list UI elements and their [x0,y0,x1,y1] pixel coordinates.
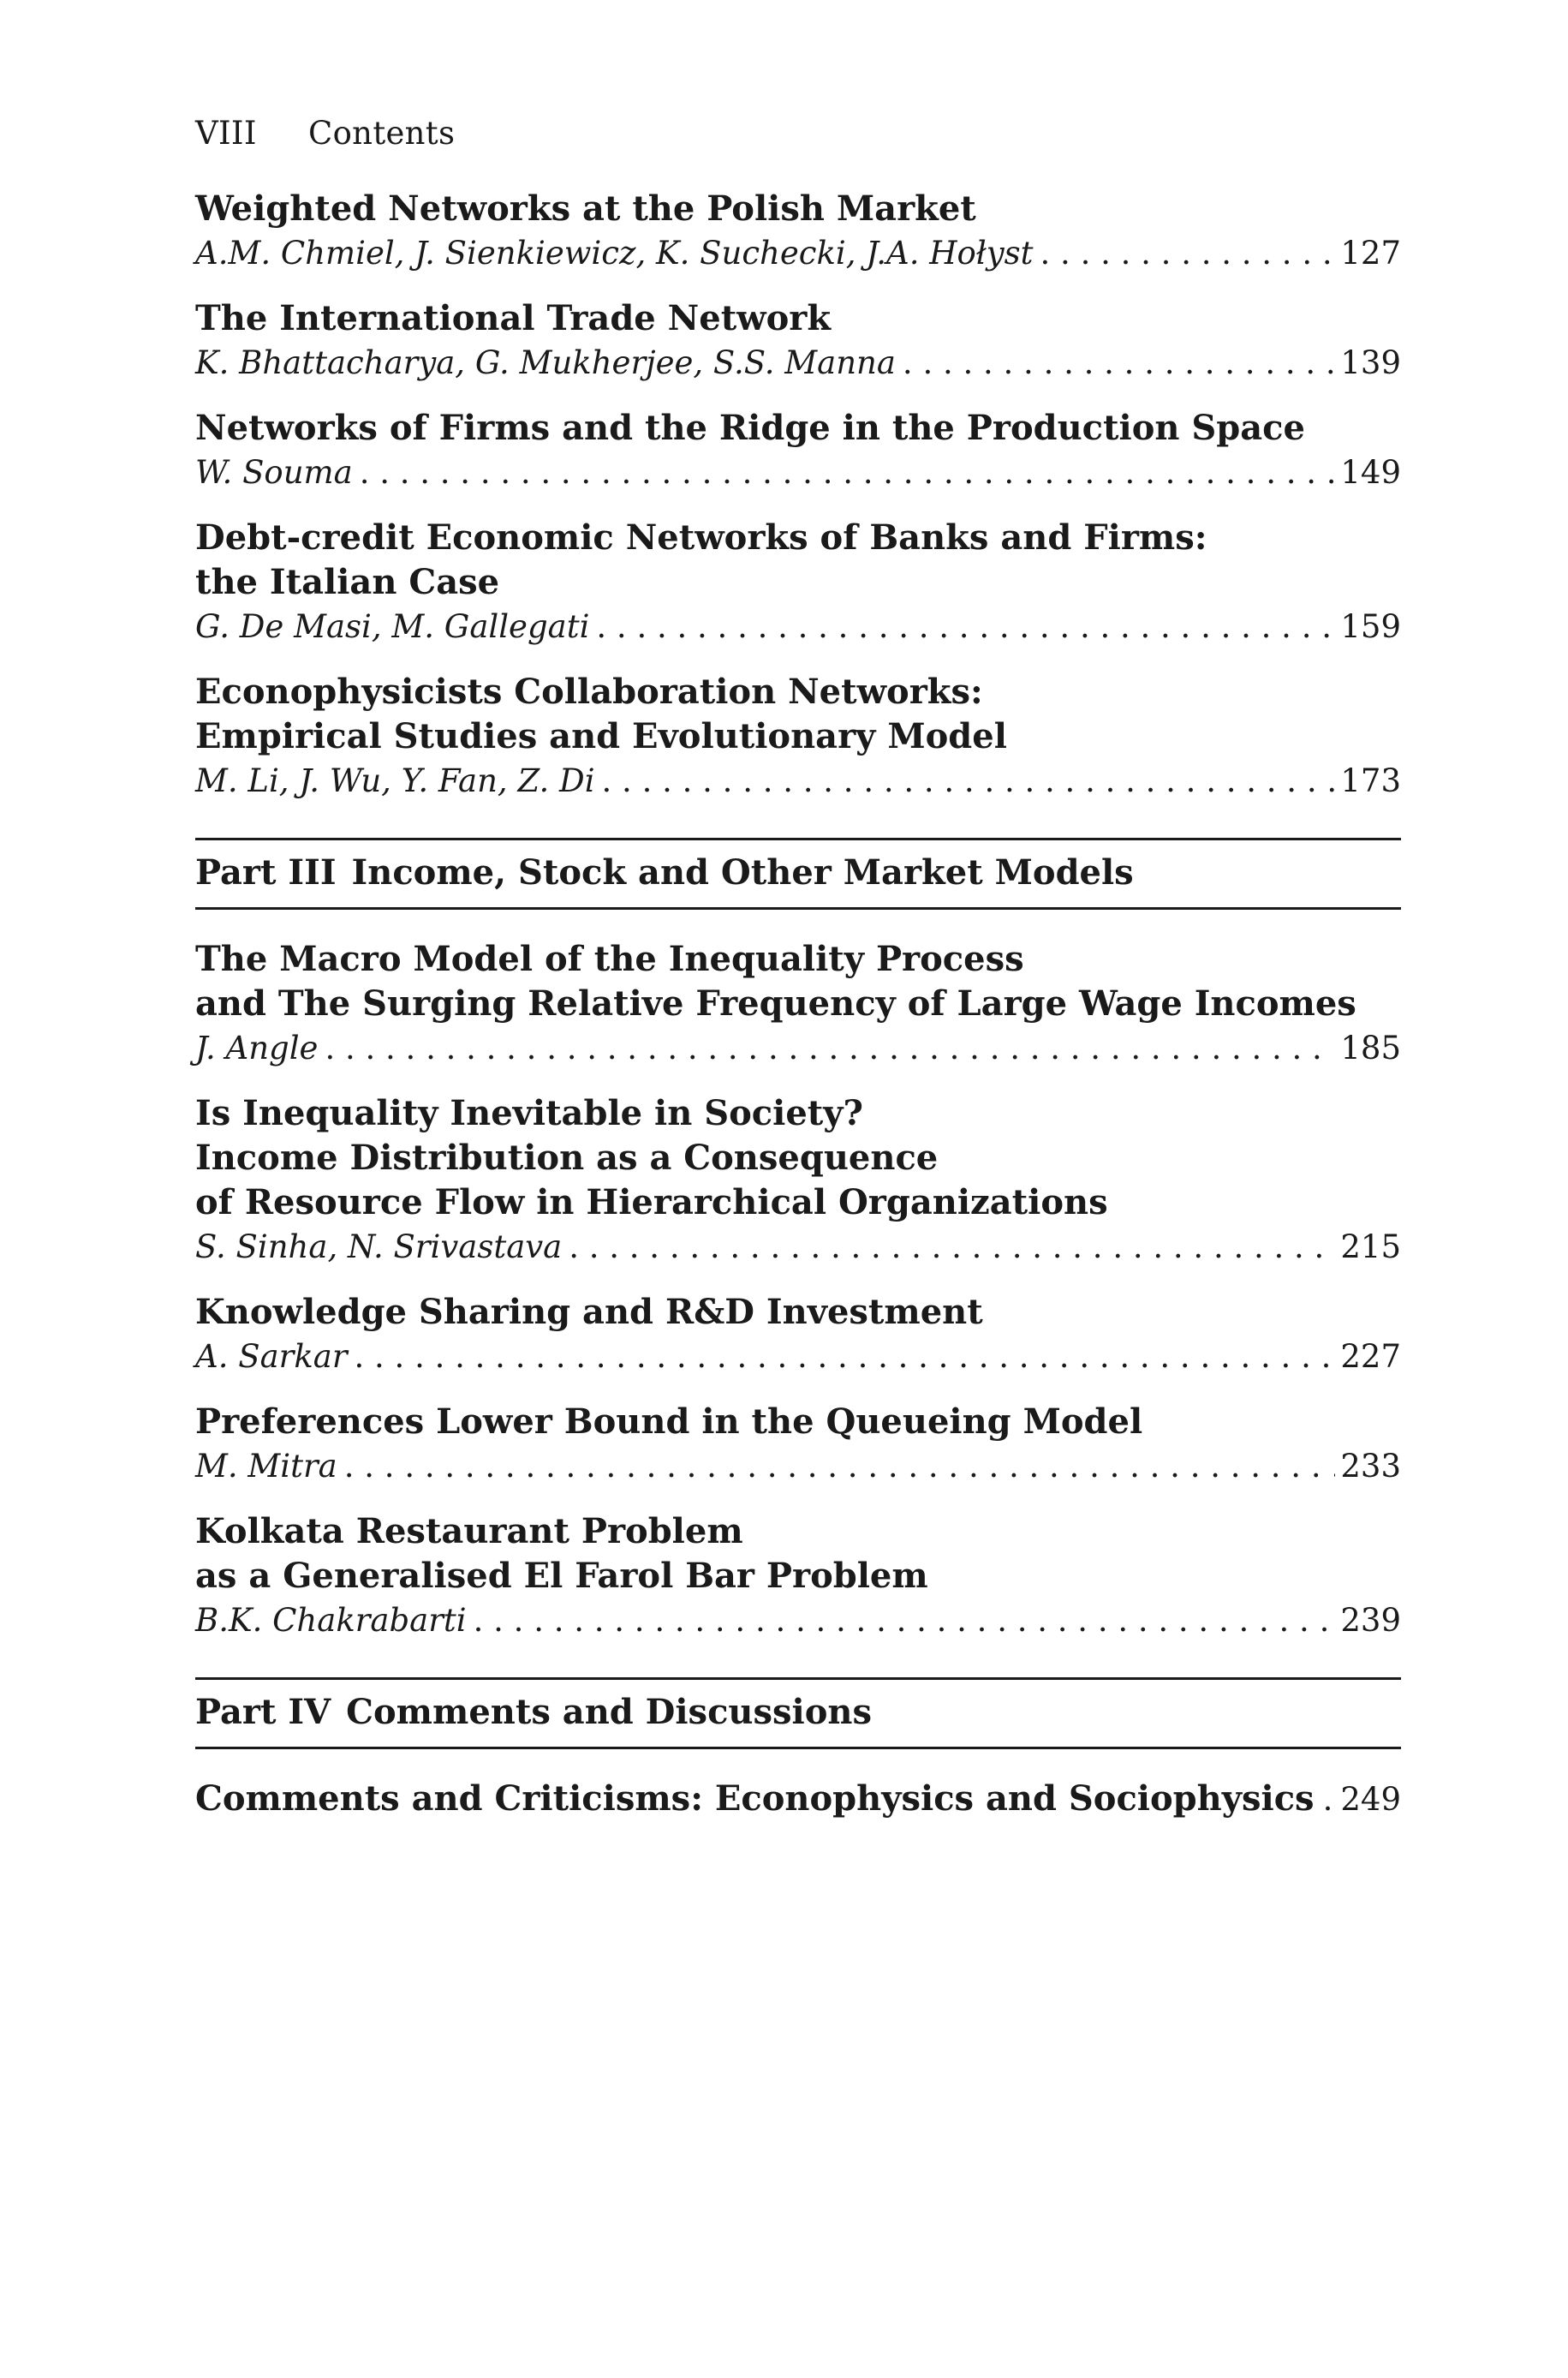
entry-authors-line [195,759,1401,804]
part-title: Comments and Discussions [346,1692,873,1732]
entry-authors: A.M. Chmiel, J. Sienkiewicz, K. Suchecki, J.A. Hołyst [195,235,1034,272]
entry-title: Debt-credit Economic Networks of Banks and Firms: the Italian Case [195,517,1207,602]
dot-leader [360,451,1336,495]
entry-authors: B.K. Chakrabarti [195,1602,467,1639]
toc-entry[interactable] [195,1400,1401,1489]
part-title: Income, Stock and Other Market Models [351,852,1134,893]
entry-authors: A. Sarkar [195,1338,348,1375]
entry-title: Networks of Firms and the Ridge in the Production Space [195,408,1305,448]
entry-page-number: 233 [1340,1448,1401,1485]
entry-authors-line [195,1335,1401,1379]
page-folio: VIII [195,115,257,152]
toc-entry[interactable] [195,516,1401,649]
dot-leader [1323,1778,1336,1822]
entry-title: Econophysicists Collaboration Networks: Empirical Studies and Evolutionary Model [195,672,1007,756]
dot-leader [569,1225,1335,1270]
entry-page-number: 239 [1340,1602,1401,1639]
entry-page-number: 215 [1340,1228,1401,1265]
entry-authors: W. Souma [195,454,353,491]
entry-authors: M. Mitra [195,1448,337,1485]
toc-entry[interactable] [195,1509,1401,1643]
dot-leader [596,605,1335,649]
part-heading-iv[interactable] [195,1677,1401,1749]
entry-page-number: 185 [1340,1030,1401,1067]
toc-entry[interactable] [195,296,1401,385]
table-of-contents [195,187,1401,1822]
dot-leader [474,1598,1336,1643]
toc-entry[interactable] [195,1290,1401,1379]
dot-leader [1040,231,1336,276]
entry-authors: S. Sinha, N. Srivastava [195,1228,563,1265]
entry-authors: M. Li, J. Wu, Y. Fan, Z. Di [195,762,595,799]
toc-entry[interactable] [195,670,1401,804]
running-head [195,115,455,152]
entry-title: Preferences Lower Bound in the Queueing Model [195,1401,1143,1442]
entry-authors-line [195,1225,1401,1270]
entry-authors: G. De Masi, M. Gallegati [195,608,590,645]
entry-title: Weighted Networks at the Polish Market [195,188,976,229]
entry-authors-line [195,1598,1401,1643]
entry-authors-line [195,451,1401,495]
running-head-title: Contents [308,115,456,152]
dot-leader [325,1026,1335,1071]
entry-authors-line [195,605,1401,649]
entry-page-number: 227 [1340,1338,1401,1375]
toc-entry[interactable] [195,1777,1401,1822]
dot-leader [903,341,1335,385]
toc-entry[interactable] [195,1091,1401,1270]
entry-page-number: 173 [1340,762,1401,799]
entry-title: Is Inequality Inevitable in Society? Income Distribution as a Consequence of Resource Flow in Hierarchical Organizations [195,1093,1108,1222]
entry-authors-line [195,231,1401,276]
toc-entry[interactable] [195,406,1401,495]
part-label: Part III [195,852,337,893]
entry-authors-line [195,1026,1401,1071]
toc-entry[interactable] [195,187,1401,276]
entry-title: The International Trade Network [195,298,832,338]
dot-leader [355,1335,1336,1379]
part-heading-iii[interactable] [195,838,1401,910]
entry-page-number: 139 [1340,344,1401,381]
entry-authors: K. Bhattacharya, G. Mukherjee, S.S. Manna [195,344,896,381]
entry-authors-line [195,1444,1401,1489]
entry-page-number: 159 [1340,608,1401,645]
entry-title: Kolkata Restaurant Problem as a Generalised El Farol Bar Problem [195,1511,928,1596]
entry-authors-line [195,341,1401,385]
entry-page-number: 249 [1340,1781,1401,1818]
part-label: Part IV [195,1692,331,1732]
entry-page-number: 149 [1340,454,1401,491]
dot-leader [602,759,1336,804]
entry-title: The Macro Model of the Inequality Process and The Surging Relative Frequency of Large Wage Incomes [195,939,1356,1024]
dot-leader [344,1444,1336,1489]
entry-page-number: 127 [1340,235,1401,272]
entry-title: Knowledge Sharing and R&D Investment [195,1292,983,1332]
entry-authors: J. Angle [195,1030,319,1067]
entry-title: Comments and Criticisms: Econophysics and Sociophysics [195,1778,1315,1819]
toc-entry[interactable] [195,937,1401,1071]
